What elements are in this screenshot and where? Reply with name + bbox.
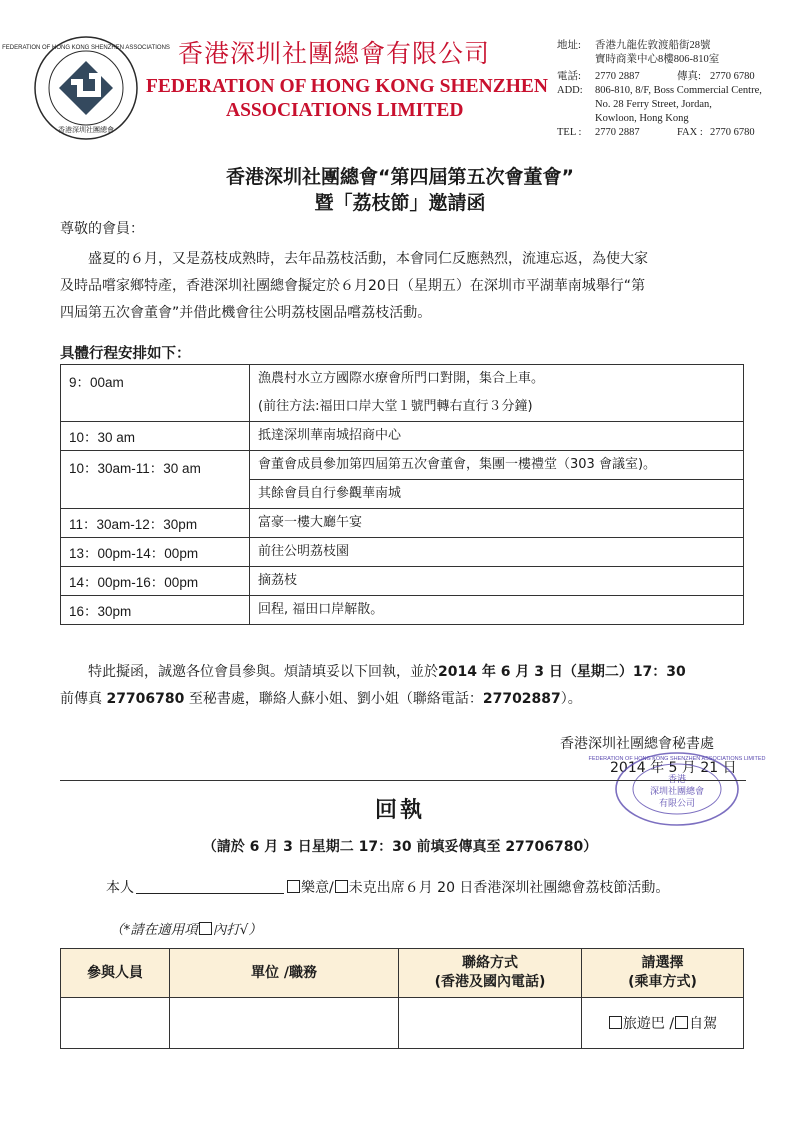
schedule-row — [61, 509, 744, 538]
closing-line1 — [88, 658, 686, 686]
schedule-desc — [250, 596, 744, 625]
contact-addr-label-en: ADD: — [557, 85, 583, 96]
logo-inner-text: 香港深圳社團總會 — [58, 126, 114, 134]
schedule-desc-line: 富豪一樓大廳午宴 — [258, 515, 363, 530]
section-divider — [60, 780, 746, 781]
reply-header-row — [61, 949, 744, 998]
name-field[interactable] — [136, 879, 284, 894]
schedule-desc — [250, 538, 744, 567]
contact-tel-cn: 2770 2887 — [595, 71, 640, 82]
schedule-row — [61, 596, 744, 625]
contact-tel-label-cn: 電話: — [557, 71, 581, 82]
contact-addr-en-line2: No. 28 Ferry Street, Jordan, — [595, 99, 712, 110]
col-transport-line2: (乘車方式) — [628, 974, 697, 990]
contact-cell[interactable] — [399, 998, 582, 1049]
schedule-desc — [250, 365, 744, 422]
schedule-desc-line: 其餘會員自行參觀華南城 — [250, 479, 743, 508]
schedule-row — [61, 365, 744, 422]
schedule-desc — [250, 567, 744, 596]
schedule-row — [61, 567, 744, 596]
schedule-row — [61, 538, 744, 567]
schedule-label: 具體行程安排如下： — [60, 346, 191, 362]
schedule-desc-line: 摘荔枝 — [258, 573, 298, 588]
unit-position-cell[interactable] — [170, 998, 399, 1049]
org-name-en-line1: FEDERATION OF HONG KONG SHENZHEN — [146, 76, 548, 97]
schedule-desc-line: 前往公明荔枝園 — [258, 544, 350, 559]
schedule-desc-line: 抵達深圳華南城招商中心 — [258, 428, 402, 443]
intro-line2: 及時品嚐家鄉特產，香港深圳社團總會擬定於６月20日（星期五）在深圳市平湖華南城舉行“第 — [60, 278, 646, 294]
intro-line3: 四屆第五次會董會”并借此機會往公明荔枝園品嚐荔枝活動。 — [60, 305, 432, 321]
schedule-row — [61, 451, 744, 509]
schedule-desc-line: 漁農村水立方國際水療會所門口對開，集合上車。 — [258, 371, 545, 386]
schedule-desc-line: 回程, 福田口岸解散。 — [258, 602, 384, 617]
instruction-box-icon — [199, 922, 212, 935]
col-unit-position: 單位 /職務 — [170, 949, 399, 998]
schedule-desc — [250, 451, 744, 509]
schedule-time: 16：30pm — [61, 596, 250, 625]
self-drive-label: 自駕 — [689, 1016, 718, 1032]
org-name-cn: 香港深圳社團總會有限公司 — [178, 39, 491, 68]
schedule-time: 9：00am — [61, 365, 250, 422]
federation-logo — [2, 35, 170, 141]
intro-line1: 盛夏的６月，又是荔枝成熟時，去年品荔枝活動，本會同仁反應熱烈，流連忘返，為使大家 — [88, 251, 648, 267]
schedule-time: 14：00pm-16：00pm — [61, 567, 250, 596]
salutation: 尊敬的會員： — [60, 221, 144, 237]
reply-entry-row — [61, 998, 744, 1049]
contact-tel-en: 2770 2887 — [595, 127, 640, 138]
reply-deadline: 2014 年 6 月 3 日（星期二）17：30 — [438, 664, 686, 680]
closing-text: ）。 — [560, 691, 582, 707]
attend-prefix: 本人 — [106, 880, 134, 896]
contact-addr-en-line1: 806-810, 8/F, Boss Commercial Centre, — [595, 85, 762, 96]
participant-cell[interactable] — [61, 998, 170, 1049]
reply-table — [60, 948, 744, 1049]
attend-no-label: 未克出席６月 20 日香港深圳社團總會荔枝節活動。 — [348, 880, 670, 896]
contact-fax-label-en: FAX : — [677, 127, 703, 138]
col-contact-line1: 聯絡方式 — [462, 955, 518, 971]
schedule-table — [60, 364, 744, 625]
schedule-time: 10：30am-11：30 am — [61, 451, 250, 509]
contact-tel-label-en: TEL : — [557, 127, 582, 138]
stamp-line1: 香港 — [667, 775, 687, 785]
reply-title: 回執 — [374, 798, 425, 823]
instruction-note — [110, 918, 262, 938]
signature-date: 2014 年 5 月 21 日 — [610, 760, 737, 776]
contact-phone: 27702887 — [482, 691, 561, 707]
tour-bus-checkbox[interactable] — [609, 1016, 622, 1029]
contact-addr-label-cn: 地址: — [557, 40, 581, 51]
col-transport — [582, 949, 744, 998]
col-participant: 參與人員 — [61, 949, 170, 998]
transport-cell — [582, 998, 744, 1049]
invitation-title-line2: 暨「荔枝節」邀請函 — [314, 192, 486, 214]
col-contact-line2: (香港及國內電話) — [434, 974, 546, 990]
attend-no-checkbox[interactable] — [335, 880, 348, 893]
attend-yes-label: 樂意/ — [301, 880, 334, 896]
schedule-desc-line: (前往方法:福田口岸大堂１號門轉右直行３分鐘) — [258, 399, 533, 414]
contact-fax-cn: 2770 6780 — [710, 71, 755, 82]
attendance-line — [106, 877, 669, 897]
self-drive-checkbox[interactable] — [675, 1016, 688, 1029]
logo-ring-text: FEDERATION OF HONG KONG SHENZHEN ASSOCIATIONS — [2, 45, 170, 51]
schedule-time: 10：30 am — [61, 422, 250, 451]
stamp-line3: 有限公司 — [658, 799, 696, 809]
schedule-time: 13：00pm-14：00pm — [61, 538, 250, 567]
contact-addr-cn-line2: 寶時商業中心8樓806-810室 — [595, 54, 720, 65]
schedule-time: 11：30am-12：30pm — [61, 509, 250, 538]
closing-text: 前傳真 — [60, 691, 102, 707]
col-contact — [399, 949, 582, 998]
contact-addr-cn-line1: 香港九龍佐敦渡船街28號 — [595, 40, 711, 51]
signature-issuer: 香港深圳社團總會秘書處 — [560, 736, 714, 752]
attend-yes-checkbox[interactable] — [287, 880, 300, 893]
closing-text: 特此擬函，誠邀各位會員參與。煩請填妥以下回執，並於 — [88, 664, 438, 680]
stamp-line2: 深圳社團總會 — [649, 787, 705, 797]
schedule-desc — [250, 422, 744, 451]
invitation-title-line1: 香港深圳社團總會“第四屆第五次會董會” — [226, 166, 574, 188]
tour-bus-label: 旅遊巴 / — [622, 1016, 675, 1032]
org-name-en-line2: ASSOCIATIONS LIMITED — [226, 100, 464, 121]
fax-number: 27706780 — [106, 691, 185, 707]
closing-text: 至秘書處，聯絡人蘇小姐、劉小姐（聯絡電話： — [188, 691, 483, 707]
stamp-ring-text: FEDERATION OF HONG KONG SHENZHEN ASSOCIATIONS LIMITED — [588, 756, 766, 762]
contact-fax-label-cn: 傳真: — [677, 71, 701, 82]
contact-addr-en-line3: Kowloon, Hong Kong — [595, 113, 689, 124]
schedule-desc-line: 會董會成員參加第四屆第五次會董會，集團一樓禮堂（303 會議室)。 — [258, 457, 657, 472]
schedule-row — [61, 422, 744, 451]
col-transport-line1: 請選擇 — [641, 955, 684, 971]
closing-line2 — [60, 685, 582, 713]
contact-fax-en: 2770 6780 — [710, 127, 755, 138]
schedule-desc — [250, 509, 744, 538]
instruction-text: （*請在適用項 — [110, 922, 198, 938]
reply-note: （請於 6 月 3 日星期二 17：30 前填妥傳真至 27706780） — [202, 839, 598, 855]
instruction-text: 內打√） — [212, 922, 262, 938]
